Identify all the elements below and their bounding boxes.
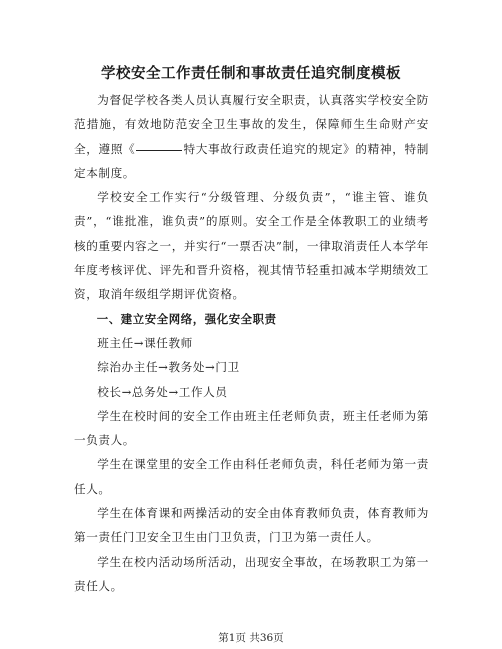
- document-body: [74, 88, 429, 598]
- paragraph-intro-part2: 特大事故行政责任追究的规定》的精神，特制定本制度。: [74, 141, 429, 180]
- paragraph-intro: [74, 88, 429, 185]
- section-heading-1: 一、建立安全网络，强化安全职责: [96, 311, 277, 326]
- responsibility-chain-1: 班主任→课任教师: [97, 335, 193, 350]
- document-title: 学校安全工作责任制和事故责任追究制度模板: [101, 66, 401, 82]
- responsibility-chain-3: 校长→总务处→工作人员: [97, 384, 228, 399]
- paragraph-subject-teacher: 学生在课堂里的安全工作由科任老师负责，科任老师为第一责任人。: [74, 457, 429, 496]
- responsibility-chain-2: 综治办主任→教务处→门卫: [97, 360, 240, 375]
- paragraph-principle: 学校安全工作实行“分级管理、分级负责”，“谁主管、谁负责”，“谁批准，谁负责”的原则。安全工作是全体教职工的业绩考核的重要内容之一，并实行“一票否决”制，一律取消责任人本学年年度考核评优、评先和晋升资格，视其情节轻重扣减本学期绩效工资，取消年级组学期评优资格。: [74, 190, 429, 302]
- paragraph-intro-part1: 为督促学校各类人员认真履行安全职责，认真落实学校安全防范措施，有效地防范安全卫生事故的发生，保障师生生命财产安全，遵照《: [74, 93, 429, 156]
- underline-blank: [136, 149, 182, 151]
- paragraph-class-teacher: 学生在校时间的安全工作由班主任老师负责，班主任老师为第一负责人。: [74, 408, 429, 448]
- paragraph-activity-area: 学生在校内活动场所活动，出现安全事故，在场教职工为第一责任人。: [74, 554, 429, 593]
- paragraph-pe-teacher: 学生在体育课和两操活动的安全由体育教师负责，体育教师为第一责任门卫安全卫生由门卫负责，门卫为第一责任人。: [74, 506, 429, 545]
- page-number: 第1页 共36页: [218, 632, 284, 644]
